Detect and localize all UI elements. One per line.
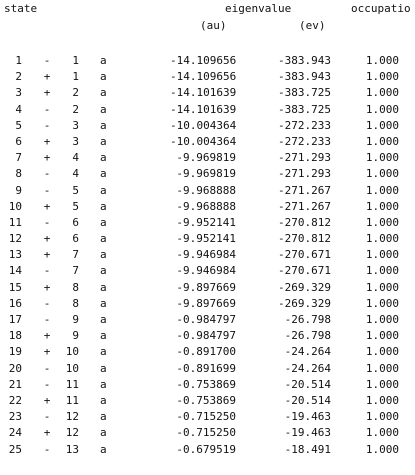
eigenvalue-ev: -270.812: [278, 232, 331, 246]
spin-sign: +: [43, 329, 51, 343]
spin-sign: +: [43, 151, 51, 165]
orbital-index: 9: [72, 313, 79, 326]
orbital-index: 10: [65, 345, 79, 359]
symmetry-label: a: [100, 151, 107, 165]
state-number: 13: [8, 248, 22, 262]
eigenvalue-ev: -271.267: [278, 199, 331, 213]
eigenvalue-ev: -272.233: [278, 134, 331, 148]
eigenvalue-au: -9.952141: [176, 215, 236, 229]
table-row: [0, 71, 415, 87]
eigenvalue-ev: -24.264: [284, 345, 331, 359]
state-number: 4: [15, 102, 22, 116]
header-ev-unit: (ev): [299, 19, 326, 32]
eigenvalue-ev: -270.671: [278, 264, 331, 278]
occupation: 1.000: [365, 70, 399, 84]
eigenvalue-au: -0.891700: [176, 345, 236, 359]
occupation: 1.000: [365, 118, 399, 132]
eigenvalue-au: -9.952141: [176, 232, 236, 246]
eigenvalue-au: -9.968888: [176, 199, 236, 213]
orbital-index: 5: [72, 183, 79, 197]
table-row: [0, 379, 415, 395]
eigenvalue-au: -9.897669: [176, 280, 236, 294]
orbital-index: 3: [72, 118, 79, 132]
symmetry-label: a: [100, 280, 107, 294]
symmetry-label: a: [100, 70, 107, 84]
occupation: 1.000: [365, 215, 399, 229]
spin-sign: -: [43, 118, 51, 132]
occupation: 1.000: [365, 280, 399, 294]
state-number: 18: [8, 329, 22, 343]
symmetry-label: a: [100, 54, 107, 67]
orbital-index: 4: [72, 151, 79, 165]
spin-sign: -: [43, 183, 51, 197]
state-number: 3: [15, 86, 22, 100]
table-row: [0, 298, 415, 314]
spin-sign: -: [43, 102, 51, 116]
symmetry-label: a: [100, 86, 107, 100]
occupation: 1.000: [365, 232, 399, 246]
occupation: 1.000: [365, 313, 399, 326]
orbital-index: 11: [65, 393, 79, 407]
header-au-unit: (au): [200, 19, 227, 32]
spin-sign: +: [43, 248, 51, 262]
state-number: 2: [15, 70, 22, 84]
eigenvalue-ev: -19.463: [284, 410, 331, 424]
table-row: [0, 363, 415, 379]
spin-sign: +: [43, 232, 51, 246]
occupation: 1.000: [365, 426, 399, 440]
orbital-index: 1: [72, 54, 79, 67]
symmetry-label: a: [100, 313, 107, 326]
symmetry-label: a: [100, 264, 107, 278]
spin-sign: +: [43, 86, 51, 100]
symmetry-label: a: [100, 377, 107, 391]
eigenvalue-ev: -272.233: [278, 118, 331, 132]
eigenvalue-au: -0.753869: [176, 377, 236, 391]
table-row: [0, 168, 415, 184]
symmetry-label: a: [100, 393, 107, 407]
table-row: [0, 201, 415, 217]
symmetry-label: a: [100, 426, 107, 440]
spin-sign: -: [43, 54, 51, 67]
eigenvalue-ev: -20.514: [284, 393, 331, 407]
eigenvalue-ev: -270.812: [278, 215, 331, 229]
table-row: [0, 87, 415, 103]
table-row: [0, 330, 415, 346]
occupation: 1.000: [365, 361, 399, 375]
spin-sign: +: [43, 280, 51, 294]
table-row: [0, 249, 415, 265]
symmetry-label: a: [100, 167, 107, 181]
state-number: 21: [8, 377, 22, 391]
orbital-index: 12: [65, 410, 79, 424]
spin-sign: -: [43, 296, 51, 310]
symmetry-label: a: [100, 118, 107, 132]
symmetry-label: a: [100, 102, 107, 116]
state-number: 9: [15, 183, 22, 197]
eigenvalue-au: -0.715250: [176, 426, 236, 440]
table-row: [0, 411, 415, 427]
orbital-index: 3: [72, 134, 79, 148]
eigenvalue-au: -0.984797: [176, 313, 236, 326]
eigenvalue-au: -9.968888: [176, 183, 236, 197]
orbital-index: 2: [72, 102, 79, 116]
symmetry-label: a: [100, 232, 107, 246]
eigenvalue-ev: -383.725: [278, 102, 331, 116]
eigenvalue-au: -0.984797: [176, 329, 236, 343]
orbital-index: 10: [65, 361, 79, 375]
spin-sign: -: [43, 377, 51, 391]
orbital-index: 2: [72, 86, 79, 100]
spin-sign: +: [43, 426, 51, 440]
state-number: 7: [15, 151, 22, 165]
spin-sign: -: [43, 442, 51, 456]
eigenvalue-au: -14.101639: [170, 86, 237, 100]
eigenvalue-au: -10.004364: [170, 134, 237, 148]
eigenvalue-ev: -271.293: [278, 151, 331, 165]
eigenvalue-ev: -383.725: [278, 86, 331, 100]
occupation: 1.000: [365, 296, 399, 310]
state-number: 11: [8, 215, 22, 229]
table-row: [0, 120, 415, 136]
state-number: 24: [8, 426, 22, 440]
eigenvalue-ev: -269.329: [278, 296, 331, 310]
state-number: 17: [8, 313, 22, 326]
eigenvalue-ev: -19.463: [284, 426, 331, 440]
state-number: 8: [15, 167, 22, 181]
table-row: [0, 55, 415, 71]
orbital-index: 5: [72, 199, 79, 213]
symmetry-label: a: [100, 134, 107, 148]
eigenvalue-au: -0.679519: [176, 442, 236, 456]
occupation: 1.000: [365, 151, 399, 165]
state-number: 20: [8, 361, 22, 375]
eigenvalue-au: -14.109656: [170, 54, 237, 67]
eigenvalue-au: -0.891699: [176, 361, 236, 375]
table-row: [0, 282, 415, 298]
orbital-index: 11: [65, 377, 79, 391]
occupation: 1.000: [365, 134, 399, 148]
state-number: 14: [8, 264, 22, 278]
spin-sign: -: [43, 167, 51, 181]
eigenvalue-ev: -383.943: [278, 70, 331, 84]
occupation: 1.000: [365, 345, 399, 359]
spin-sign: +: [43, 134, 51, 148]
eigenvalue-au: -9.946984: [176, 248, 236, 262]
spin-sign: +: [43, 393, 51, 407]
symmetry-label: a: [100, 215, 107, 229]
state-number: 25: [8, 442, 22, 456]
table-row: [0, 444, 415, 460]
orbital-index: 4: [72, 167, 79, 181]
occupation: 1.000: [365, 393, 399, 407]
orbital-index: 8: [72, 296, 79, 310]
eigenvalue-au: -9.969819: [176, 151, 236, 165]
state-number: 23: [8, 410, 22, 424]
header-occupation: occupatio: [351, 2, 411, 15]
eigenvalue-au: -0.715250: [176, 410, 236, 424]
occupation: 1.000: [365, 329, 399, 343]
table-row: [0, 265, 415, 281]
occupation: 1.000: [365, 102, 399, 116]
occupation: 1.000: [365, 167, 399, 181]
occupation: 1.000: [365, 54, 399, 67]
eigenvalue-ev: -269.329: [278, 280, 331, 294]
orbital-index: 7: [72, 264, 79, 278]
occupation: 1.000: [365, 183, 399, 197]
spin-sign: -: [43, 264, 51, 278]
table-row: [0, 185, 415, 201]
table-row: [0, 152, 415, 168]
table-row: [0, 346, 415, 362]
state-number: 10: [8, 199, 22, 213]
symmetry-label: a: [100, 442, 107, 456]
orbital-index: 12: [65, 426, 79, 440]
occupation: 1.000: [365, 442, 399, 456]
spin-sign: +: [43, 199, 51, 213]
state-number: 22: [8, 393, 22, 407]
table-row: [0, 395, 415, 411]
orbital-index: 1: [72, 70, 79, 84]
header-eigenvalue: eigenvalue: [225, 2, 292, 15]
eigenvalue-au: -9.969819: [176, 167, 236, 181]
symmetry-label: a: [100, 410, 107, 424]
spin-sign: -: [43, 361, 51, 375]
eigenvalue-ev: -20.514: [284, 377, 331, 391]
spin-sign: -: [43, 313, 51, 326]
table-row: [0, 136, 415, 152]
eigenvalue-ev: -270.671: [278, 248, 331, 262]
eigenvalue-ev: -24.264: [284, 361, 331, 375]
eigenvalue-table: [0, 55, 415, 460]
state-number: 15: [8, 280, 22, 294]
occupation: 1.000: [365, 86, 399, 100]
occupation: 1.000: [365, 410, 399, 424]
symmetry-label: a: [100, 183, 107, 197]
orbital-index: 9: [72, 329, 79, 343]
table-row: [0, 314, 415, 330]
table-row: [0, 427, 415, 443]
occupation: 1.000: [365, 264, 399, 278]
header-state: state: [4, 2, 38, 15]
eigenvalue-au: -9.897669: [176, 296, 236, 310]
eigenvalue-ev: -271.267: [278, 183, 331, 197]
symmetry-label: a: [100, 329, 107, 343]
table-row: [0, 233, 415, 249]
spin-sign: +: [43, 345, 51, 359]
eigenvalue-au: -9.946984: [176, 264, 236, 278]
eigenvalue-ev: -18.491: [284, 442, 331, 456]
orbital-index: 8: [72, 280, 79, 294]
occupation: 1.000: [365, 199, 399, 213]
eigenvalue-au: -10.004364: [170, 118, 237, 132]
spin-sign: -: [43, 410, 51, 424]
orbital-index: 6: [72, 232, 79, 246]
eigenvalue-au: -14.109656: [170, 70, 237, 84]
orbital-index: 7: [72, 248, 79, 262]
orbital-index: 13: [65, 442, 79, 456]
symmetry-label: a: [100, 248, 107, 262]
eigenvalue-au: -0.753869: [176, 393, 236, 407]
eigenvalue-ev: -26.798: [284, 313, 331, 326]
orbital-index: 6: [72, 215, 79, 229]
state-number: 5: [15, 118, 22, 132]
table-row: [0, 217, 415, 233]
eigenvalue-ev: -26.798: [284, 329, 331, 343]
symmetry-label: a: [100, 296, 107, 310]
eigenvalue-au: -14.101639: [170, 102, 237, 116]
spin-sign: +: [43, 70, 51, 84]
symmetry-label: a: [100, 199, 107, 213]
eigenvalue-ev: -271.293: [278, 167, 331, 181]
symmetry-label: a: [100, 361, 107, 375]
table-row: [0, 104, 415, 120]
symmetry-label: a: [100, 345, 107, 359]
occupation: 1.000: [365, 377, 399, 391]
eigenvalue-ev: -383.943: [278, 54, 331, 67]
state-number: 19: [8, 345, 22, 359]
state-number: 16: [8, 296, 22, 310]
state-number: 1: [15, 54, 22, 67]
spin-sign: -: [43, 215, 51, 229]
state-number: 12: [8, 232, 22, 246]
state-number: 6: [15, 134, 22, 148]
occupation: 1.000: [365, 248, 399, 262]
